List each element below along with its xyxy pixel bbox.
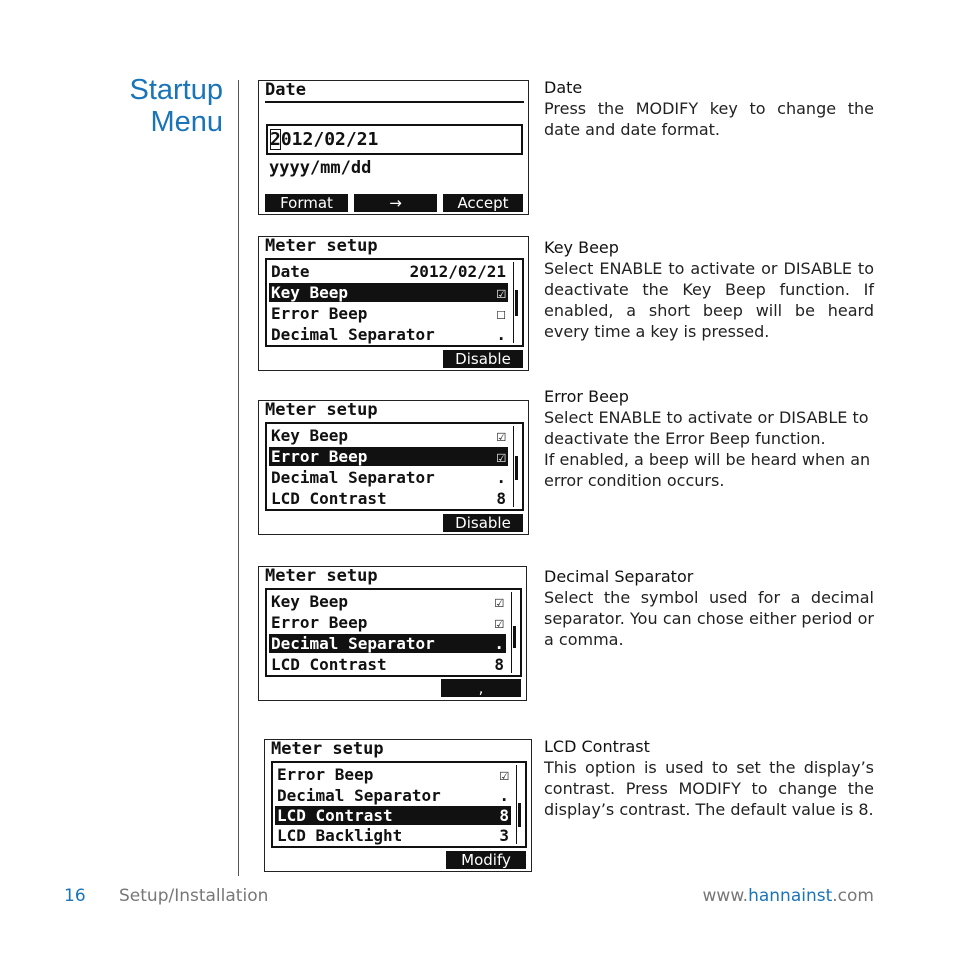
url-brand: hannainst [748,886,833,906]
lcd-row-value: . [496,468,506,487]
softkey-accept: Accept [443,194,523,212]
lcd-list-box [265,258,524,347]
date-field-value: 012/02/21 [280,129,379,150]
url-prefix: www. [702,886,749,906]
footer-section-name: Setup/Installation [119,886,269,906]
lcd-row-label: Error Beep [271,613,368,632]
lcd-row-value: 8 [496,489,506,508]
lcd-row [269,655,506,674]
lcd-row [269,468,508,487]
lcd-header: Meter setup [265,236,378,256]
description-text-2: If enabled, a beep will be heard when an error condition occurs. [544,450,871,490]
date-field [266,124,523,155]
lcd-list-box [265,588,522,677]
checkbox-checked-icon: ☑ [494,592,504,611]
checkbox-checked-icon: ☑ [499,765,509,784]
lcd-row-label: Decimal Separator [271,468,435,487]
scroll-thumb [513,626,516,648]
lcd-row-label: Key Beep [271,592,349,611]
lcd-row-value: 3 [499,826,509,845]
lcd-row-label: Key Beep [271,426,349,445]
scroll-track [516,765,517,844]
description-error-beep [544,386,874,491]
lcd-screen-error-beep [258,400,529,535]
lcd-row-label: LCD Contrast [277,806,393,825]
description-text: Press the MODIFY key to change the date and date format. [544,99,874,139]
lcd-row-label: Decimal Separator [277,786,441,805]
lcd-row-value: 2012/02/21 [409,262,506,281]
lcd-row [269,592,506,611]
softkey-format: Format [265,194,348,212]
description-text: Select the symbol used for a decimal separator. You can chose either period or a comma. [544,588,874,649]
lcd-row-label: LCD Contrast [271,655,387,674]
lcd-row [269,613,506,632]
lcd-row-label: Decimal Separator [271,325,435,344]
description-text: This option is used to set the display’s contrast. Press MODIFY to change the display’s contrast. The default value is 8. [544,758,874,819]
description-title: Date [544,78,583,97]
lcd-row-selected [269,634,506,653]
lcd-header: Meter setup [271,739,384,759]
page-number: 16 [64,886,86,906]
lcd-row-label: Error Beep [271,304,368,323]
scroll-thumb [518,803,521,827]
lcd-row [269,262,508,281]
description-date [544,77,874,140]
lcd-row [275,786,511,805]
softkey-comma: , [441,679,521,697]
checkbox-checked-icon: ☑ [496,426,506,445]
scroll-thumb [515,290,518,316]
lcd-row-label: Date [271,262,310,281]
lcd-row-label: Key Beep [271,283,349,302]
lcd-row-value: . [496,325,506,344]
lcd-list-box [265,422,524,511]
lcd-screen-date [258,80,529,215]
lcd-row-value: 8 [499,806,509,825]
lcd-header: Date [265,80,306,100]
lcd-row-selected [275,806,511,825]
description-decimal-separator [544,566,874,650]
softkey-arrow: → [354,194,437,212]
lcd-row-selected [269,447,508,466]
lcd-row [269,426,508,445]
description-key-beep [544,237,874,342]
checkbox-empty-icon: ☐ [496,304,506,323]
lcd-row-label: LCD Contrast [271,489,387,508]
lcd-row-selected [269,283,508,302]
scroll-track [511,592,512,673]
lcd-row-value: 8 [494,655,504,674]
checkbox-checked-icon: ☑ [494,613,504,632]
lcd-row-value: . [494,634,504,653]
description-lcd-contrast [544,736,874,820]
lcd-row [269,325,508,344]
date-format-label: yyyy/mm/dd [269,158,372,178]
lcd-row [269,489,508,508]
footer-url [703,886,874,906]
softkey-modify: Modify [446,851,526,869]
lcd-row [275,826,511,845]
lcd-row-label: Error Beep [271,447,368,466]
lcd-screen-lcd-contrast [264,739,532,872]
lcd-row-label: Error Beep [277,765,374,784]
description-title: LCD Contrast [544,737,650,756]
scroll-thumb [515,456,518,480]
lcd-screen-decimal-separator [258,566,527,701]
section-title-line-2: Menu [150,106,223,138]
date-field-cursor: 2 [270,129,281,150]
description-title: Key Beep [544,238,619,257]
lcd-screen-key-beep [258,236,529,371]
lcd-row [269,304,508,323]
description-text: Select ENABLE to activate or DISABLE to deactivate the Key Beep function. If enabled, a short beep will be heard every time a key is pressed. [544,259,874,341]
softkey-disable: Disable [443,514,523,532]
lcd-header-underline [265,101,524,103]
checkbox-checked-icon: ☑ [496,447,506,466]
url-suffix: .com [832,886,874,906]
description-title: Error Beep [544,387,629,406]
checkbox-checked-icon: ☑ [496,283,506,302]
description-title: Decimal Separator [544,567,694,586]
lcd-row [275,765,511,784]
description-text: Select ENABLE to activate or DISABLE to deactivate the Error Beep function. [544,408,869,448]
lcd-list-box [271,761,527,848]
lcd-row-value: . [499,786,509,805]
softkey-disable: Disable [443,350,523,368]
vertical-divider [238,80,239,876]
section-title [130,74,224,138]
lcd-header: Meter setup [265,400,378,420]
scroll-track [513,426,514,507]
lcd-row-label: Decimal Separator [271,634,435,653]
scroll-track [513,262,514,343]
lcd-row-label: LCD Backlight [277,826,403,845]
lcd-header: Meter setup [265,566,378,586]
section-title-line-1: Startup [129,74,223,106]
